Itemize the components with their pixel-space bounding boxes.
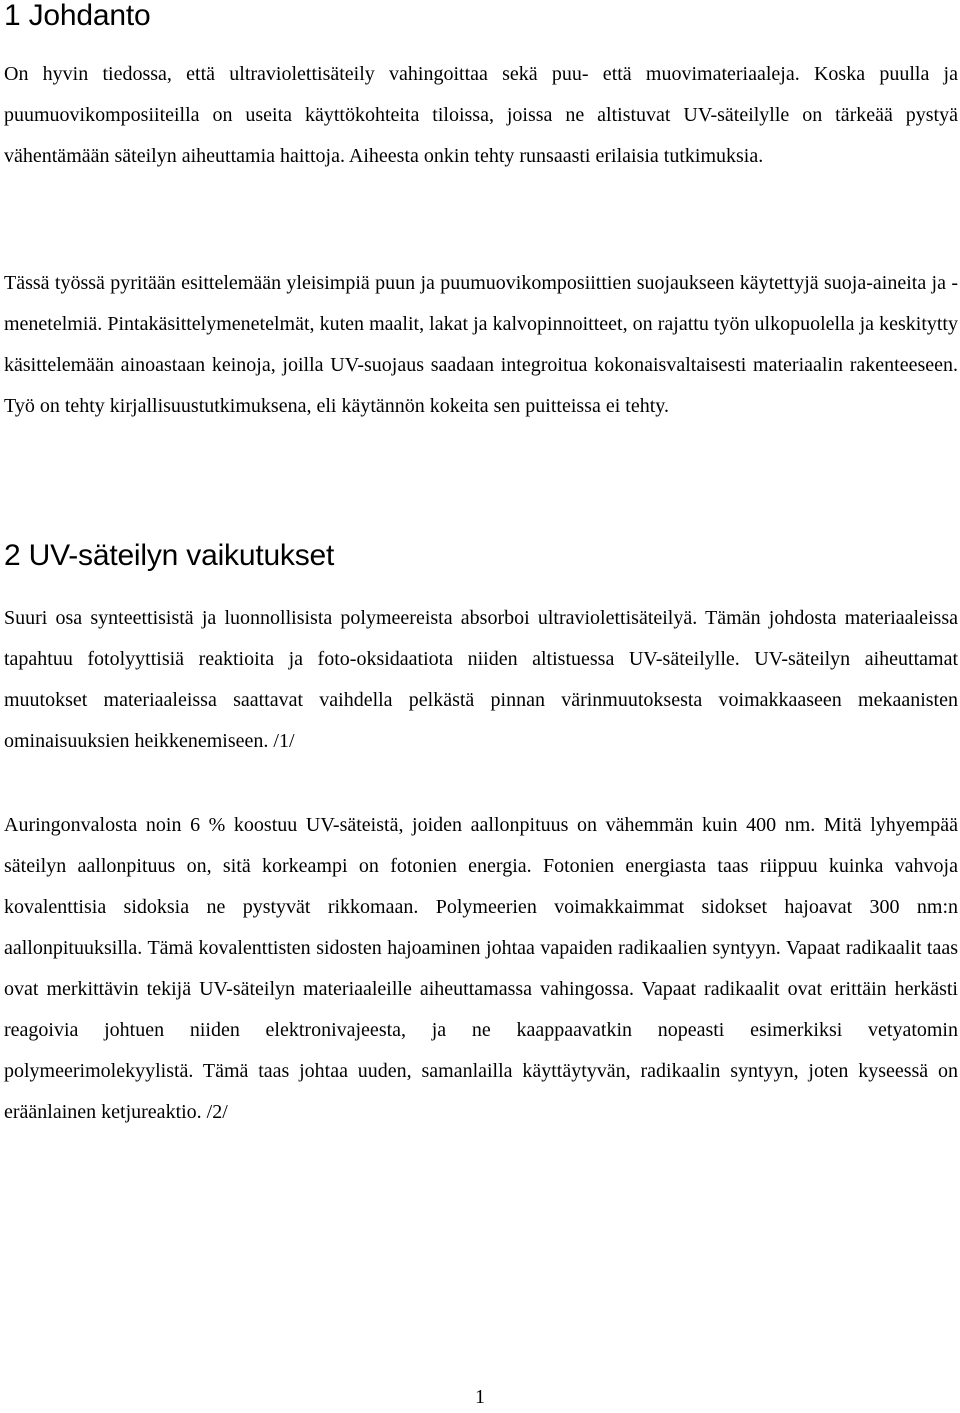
section-heading-uv-sateilyn-vaikutukset: 2 UV-säteilyn vaikutukset	[4, 539, 335, 572]
paragraph: Tässä työssä pyritään esittelemään yleisimpiä puun ja puumuovikomposiittien suojaukseen käytettyjä suoja-aineita ja -menetelmiä. Pintakäsittelymenetelmät, kuten maalit, lakat ja kalvopinnoitteet, on rajattu työn ulkopuolella ja keskitytty käsittelemään ainoastaan keinoja, joilla UV-suojaus saadaan integroitua kokonaisvaltaisesti materiaalin rakenteeseen. Työ on tehty kirjallisuustutkimuksena, eli käytännön kokeita sen puitteissa ei tehty.	[4, 272, 958, 417]
paragraph: Auringonvalosta noin 6 % koostuu UV-säteistä, joiden aallonpituus on vähemmän kuin 400 nm. Mitä lyhyempää säteilyn aallonpituus on, sitä korkeampi on fotonien energia. Fotonien energiasta taas riippuu kuinka vahvoja kovalenttisia sidoksia ne pystyvät rikkomaan. Polymeerien voimakkaimmat sidokset hajoavat 300 nm:n aallonpituuksilla. Tämä kovalenttisten sidosten hajoaminen johtaa vapaiden radikaalien syntyyn. Vapaat radikaalit taas ovat merkittävin tekijä UV-säteilyn materiaaleille aiheuttamassa vahingossa. Vapaat radikaalit ovat erittäin herkästi reagoivia johtuen niiden elektronivajeesta, ja ne kaappaavatkin nopeasti esimerkiksi vetyatomin polymeerimolekyylistä. Tämä taas johtaa uuden, samanlailla käyttäytyvän, radikaalin syntyyn, joten kyseessä on eräänlainen ketjureaktio. /2/	[4, 814, 958, 1123]
page-number: 1	[475, 1386, 485, 1408]
section-heading-johdanto: 1 Johdanto	[4, 0, 151, 32]
paragraph: Suuri osa synteettisistä ja luonnollisista polymeereista absorboi ultraviolettisäteilyä. Tämän johdosta materiaaleissa tapahtuu fotolyyttisiä reaktioita ja foto-oksidaatiota niiden altistuessa UV-säteilylle. UV-säteilyn aiheuttamat muutokset materiaaleissa saattavat vaihdella pelkästä pinnan värinmuutoksesta voimakkaaseen mekaanisten ominaisuuksien heikkenemiseen. /1/	[4, 607, 958, 752]
paragraph: On hyvin tiedossa, että ultraviolettisäteily vahingoittaa sekä puu- että muovimateriaaleja. Koska puulla ja puumuovikomposiiteilla on useita käyttökohteita tiloissa, joissa ne altistuvat UV-säteilylle on tärkeää pystyä vähentämään säteilyn aiheuttamia haittoja. Aiheesta onkin tehty runsaasti erilaisia tutkimuksia.	[4, 63, 958, 167]
